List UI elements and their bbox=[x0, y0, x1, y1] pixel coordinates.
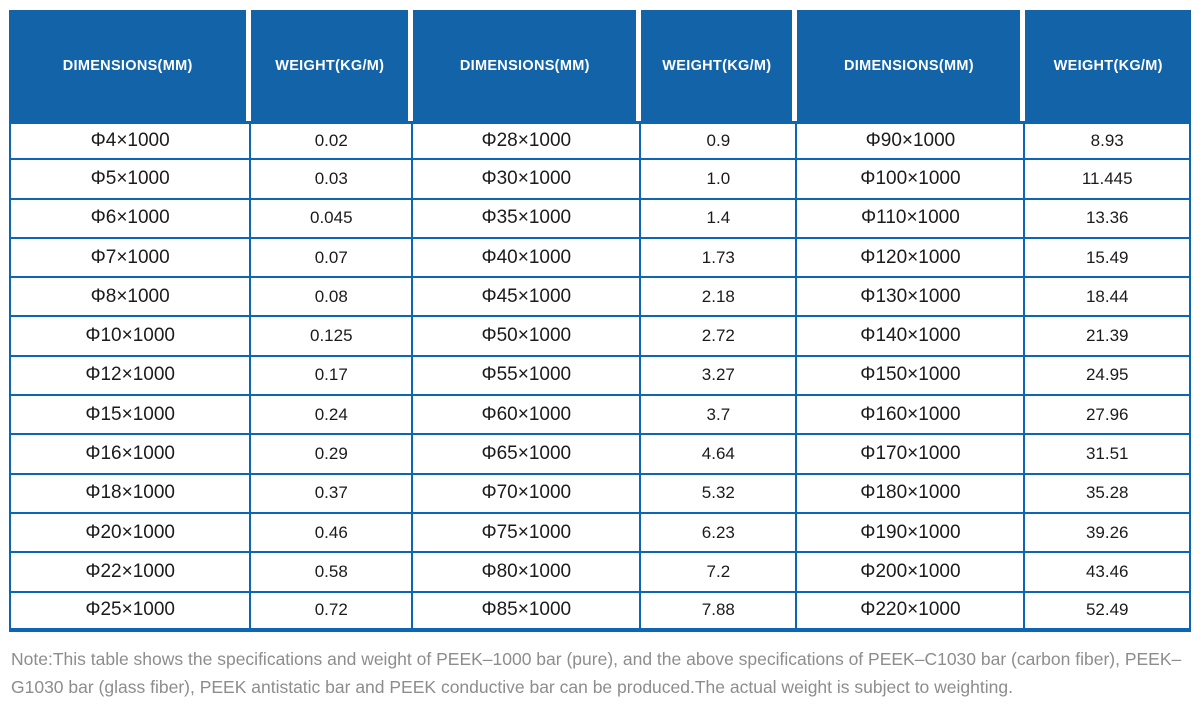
dimension-cell: Φ110×1000 bbox=[797, 200, 1025, 239]
dimension-cell: Φ140×1000 bbox=[797, 317, 1025, 356]
dimension-cell: Φ25×1000 bbox=[9, 593, 251, 632]
weight-cell: 7.2 bbox=[641, 553, 797, 592]
table-header-row bbox=[9, 10, 1191, 121]
weight-cell: 15.49 bbox=[1025, 239, 1190, 278]
weight-cell: 1.4 bbox=[641, 200, 797, 239]
weight-cell: 6.23 bbox=[641, 514, 797, 553]
weight-cell: 2.72 bbox=[641, 317, 797, 356]
dimension-cell: Φ75×1000 bbox=[413, 514, 641, 553]
weight-cell: 43.46 bbox=[1025, 553, 1190, 592]
dimension-cell: Φ15×1000 bbox=[9, 396, 251, 435]
weight-cell: 3.27 bbox=[641, 357, 797, 396]
column-header: WEIGHT(KG/M) bbox=[1025, 10, 1190, 121]
dimension-cell: Φ190×1000 bbox=[797, 514, 1025, 553]
weight-cell: 18.44 bbox=[1025, 278, 1190, 317]
dimension-cell: Φ60×1000 bbox=[413, 396, 641, 435]
weight-cell: 0.37 bbox=[251, 475, 413, 514]
column-header: DIMENSIONS(MM) bbox=[797, 10, 1025, 121]
weight-cell: 39.26 bbox=[1025, 514, 1190, 553]
dimension-cell: Φ28×1000 bbox=[413, 121, 641, 160]
dimension-cell: Φ170×1000 bbox=[797, 435, 1025, 474]
dimension-cell: Φ200×1000 bbox=[797, 553, 1025, 592]
weight-cell: 0.9 bbox=[641, 121, 797, 160]
dimension-cell: Φ85×1000 bbox=[413, 593, 641, 632]
dimension-cell: Φ180×1000 bbox=[797, 475, 1025, 514]
dimension-cell: Φ100×1000 bbox=[797, 160, 1025, 199]
weight-cell: 1.73 bbox=[641, 239, 797, 278]
weight-cell: 24.95 bbox=[1025, 357, 1190, 396]
weight-cell: 0.07 bbox=[251, 239, 413, 278]
table-body bbox=[9, 121, 1191, 632]
dimension-cell: Φ70×1000 bbox=[413, 475, 641, 514]
weight-cell: 11.445 bbox=[1025, 160, 1190, 199]
weight-cell: 0.17 bbox=[251, 357, 413, 396]
weight-cell: 21.39 bbox=[1025, 317, 1190, 356]
dimension-cell: Φ35×1000 bbox=[413, 200, 641, 239]
dimension-cell: Φ4×1000 bbox=[9, 121, 251, 160]
weight-cell: 0.46 bbox=[251, 514, 413, 553]
dimension-cell: Φ90×1000 bbox=[797, 121, 1025, 160]
dimension-cell: Φ50×1000 bbox=[413, 317, 641, 356]
dimension-cell: Φ55×1000 bbox=[413, 357, 641, 396]
dimension-cell: Φ20×1000 bbox=[9, 514, 251, 553]
dimension-cell: Φ8×1000 bbox=[9, 278, 251, 317]
weight-cell: 2.18 bbox=[641, 278, 797, 317]
dimension-cell: Φ160×1000 bbox=[797, 396, 1025, 435]
dimension-cell: Φ16×1000 bbox=[9, 435, 251, 474]
weight-cell: 13.36 bbox=[1025, 200, 1190, 239]
weight-cell: 0.125 bbox=[251, 317, 413, 356]
dimension-cell: Φ22×1000 bbox=[9, 553, 251, 592]
weight-cell: 3.7 bbox=[641, 396, 797, 435]
weight-cell: 7.88 bbox=[641, 593, 797, 632]
weight-cell: 27.96 bbox=[1025, 396, 1190, 435]
dimension-cell: Φ150×1000 bbox=[797, 357, 1025, 396]
column-header: WEIGHT(KG/M) bbox=[641, 10, 797, 121]
weight-cell: 31.51 bbox=[1025, 435, 1190, 474]
dimension-cell: Φ6×1000 bbox=[9, 200, 251, 239]
weight-cell: 1.0 bbox=[641, 160, 797, 199]
weight-cell: 0.58 bbox=[251, 553, 413, 592]
weight-cell: 0.08 bbox=[251, 278, 413, 317]
dimension-cell: Φ130×1000 bbox=[797, 278, 1025, 317]
dimension-cell: Φ40×1000 bbox=[413, 239, 641, 278]
dimension-cell: Φ10×1000 bbox=[9, 317, 251, 356]
weight-cell: 0.02 bbox=[251, 121, 413, 160]
dimension-cell: Φ220×1000 bbox=[797, 593, 1025, 632]
weight-cell: 4.64 bbox=[641, 435, 797, 474]
weight-cell: 0.29 bbox=[251, 435, 413, 474]
dimension-cell: Φ30×1000 bbox=[413, 160, 641, 199]
dimension-cell: Φ5×1000 bbox=[9, 160, 251, 199]
weight-cell: 0.045 bbox=[251, 200, 413, 239]
dimension-cell: Φ12×1000 bbox=[9, 357, 251, 396]
weight-cell: 0.72 bbox=[251, 593, 413, 632]
weight-cell: 35.28 bbox=[1025, 475, 1190, 514]
column-header: DIMENSIONS(MM) bbox=[9, 10, 251, 121]
weight-cell: 8.93 bbox=[1025, 121, 1190, 160]
weight-cell: 5.32 bbox=[641, 475, 797, 514]
dimension-cell: Φ65×1000 bbox=[413, 435, 641, 474]
weight-cell: 0.03 bbox=[251, 160, 413, 199]
weight-cell: 0.24 bbox=[251, 396, 413, 435]
column-header: DIMENSIONS(MM) bbox=[413, 10, 641, 121]
dimension-cell: Φ18×1000 bbox=[9, 475, 251, 514]
dimension-cell: Φ45×1000 bbox=[413, 278, 641, 317]
note-text: Note:This table shows the specifications and weight of PEEK–1000 bar (pure), and the above specifications of PEEK–C1030 bar (carbon fiber), PEEK–G1030 bar (glass fiber), PEEK antistatic bar and PEEK conductive bar can be produced.The actual weight is subject to weighting. bbox=[11, 648, 1182, 698]
column-header: WEIGHT(KG/M) bbox=[251, 10, 413, 121]
dimension-cell: Φ7×1000 bbox=[9, 239, 251, 278]
dimension-cell: Φ80×1000 bbox=[413, 553, 641, 592]
dimension-cell: Φ120×1000 bbox=[797, 239, 1025, 278]
weight-cell: 52.49 bbox=[1025, 593, 1190, 632]
